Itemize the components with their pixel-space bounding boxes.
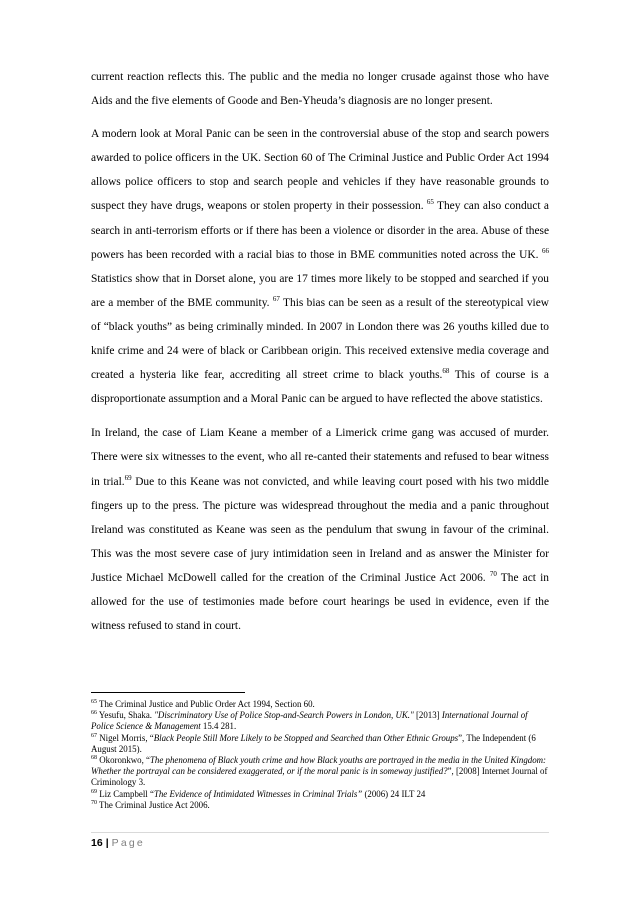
footnote-ref-69[interactable]: 69: [124, 473, 132, 482]
footnote-ref-68[interactable]: 68: [442, 367, 450, 376]
page-label: Page: [111, 837, 145, 849]
footnote-70: $^{70}$ The Criminal Justice Act 2006.: [91, 799, 210, 810]
footnote-67: $^{67}$ Nigel Morris, “Black People Still More Likely to be Stopped and Searched than Other Ethnic Groups”, The Independent (6 August 2015).: [91, 732, 536, 754]
body-text: [91, 65, 549, 648]
paragraph-1: current reaction reflects this. The public and the media no longer crusade against those who have Aids and the five elements of Goode and Ben-Yheuda’s diagnosis are no longer present.: [91, 71, 549, 108]
paragraph-2: A modern look at Moral Panic can be seen in the controversial abuse of the stop and search powers awarded to police officers in the UK. Section 60 of The Criminal Justice and Public Order Act 1994 allows police officers to stop and search people and vehicles if they have reasonable grounds to suspect they have drugs, weapons or stolen property in their possession. $^{65}$ They can also conduct a search in anti-terrorism efforts or if there has been a violence or disorder in the area. Abuse of these powers has been recorded with a racial bias to those in BME communities noted across the UK. $^{66}$ Statistics show that in Dorset alone, you are 17 times more likely to be stopped and searched if you are a member of the BME community. $^{67}$ This bias can be seen as a result of the stereotypical view of “black youths” as being criminally minded. In 2007 in London there was 26 youths killed due to knife crime and 24 were of black or Caribbean origin. This received extensive media coverage and created a hysteria like fear, accrediting all street crime to black youths.$^{68}$ This of course is a disproportionate assumption and a Moral Panic can be argued to have reflected the above statistics.: [91, 128, 550, 406]
footnote-68: $^{68}$ Okoronkwo, “The phenomena of Black youth crime and how Black youths are portrayed in the media in the United Kingdom: Whether the portrayal can be considered exaggerated, or if the moral panic is in someway justified?”, [2008] Internet Journal of Criminology 3.: [91, 755, 548, 788]
footnote-separator: [91, 692, 245, 693]
footnote-ref-70[interactable]: 70: [489, 570, 497, 579]
footnote-66: $^{66}$ Yesufu, Shaka. "Discriminatory Use of Police Stop-and-Search Powers in London, UK." [2013] International Journal of Police Science & Management 15.4 281.: [91, 710, 528, 732]
footnotes: [91, 699, 549, 811]
footnote-ref-65[interactable]: 65: [426, 198, 434, 207]
footnote-69: $^{69}$ Liz Campbell “The Evidence of Intimidated Witnesses in Criminal Trials” (2006) 24 ILT 24: [91, 788, 426, 799]
paragraph-3: In Ireland, the case of Liam Keane a member of a Limerick crime gang was accused of murder. There were six witnesses to the event, who all re-canted their statements and refused to bear witness in trial.$^{69}$ Due to this Keane was not convicted, and while leaving court posed with his two middle fingers up to the press. The picture was widespread throughout the media and a panic throughout Ireland was constituted as Keane was seen as the pendulum that swung in favour of the criminal. This was the most severe case of jury intimidation seen in Ireland and as answer the Minister for Justice Michael McDowell called for the creation of the Criminal Justice Act 2006. $^{70}$ The act in allowed for the use of testimonies made before court hearings be used in evidence, even if the witness refused to stand in court.: [91, 427, 549, 633]
footnote-ref-66[interactable]: 66: [542, 246, 549, 255]
page-footer: [91, 836, 145, 850]
page-number: 16: [91, 837, 103, 849]
footer-rule: [91, 832, 549, 833]
footnote-65: $^{65}$ The Criminal Justice and Public Order Act 1994, Section 60.: [91, 699, 315, 709]
footer-separator: |: [105, 837, 109, 849]
footnote-ref-67[interactable]: 67: [272, 295, 280, 304]
